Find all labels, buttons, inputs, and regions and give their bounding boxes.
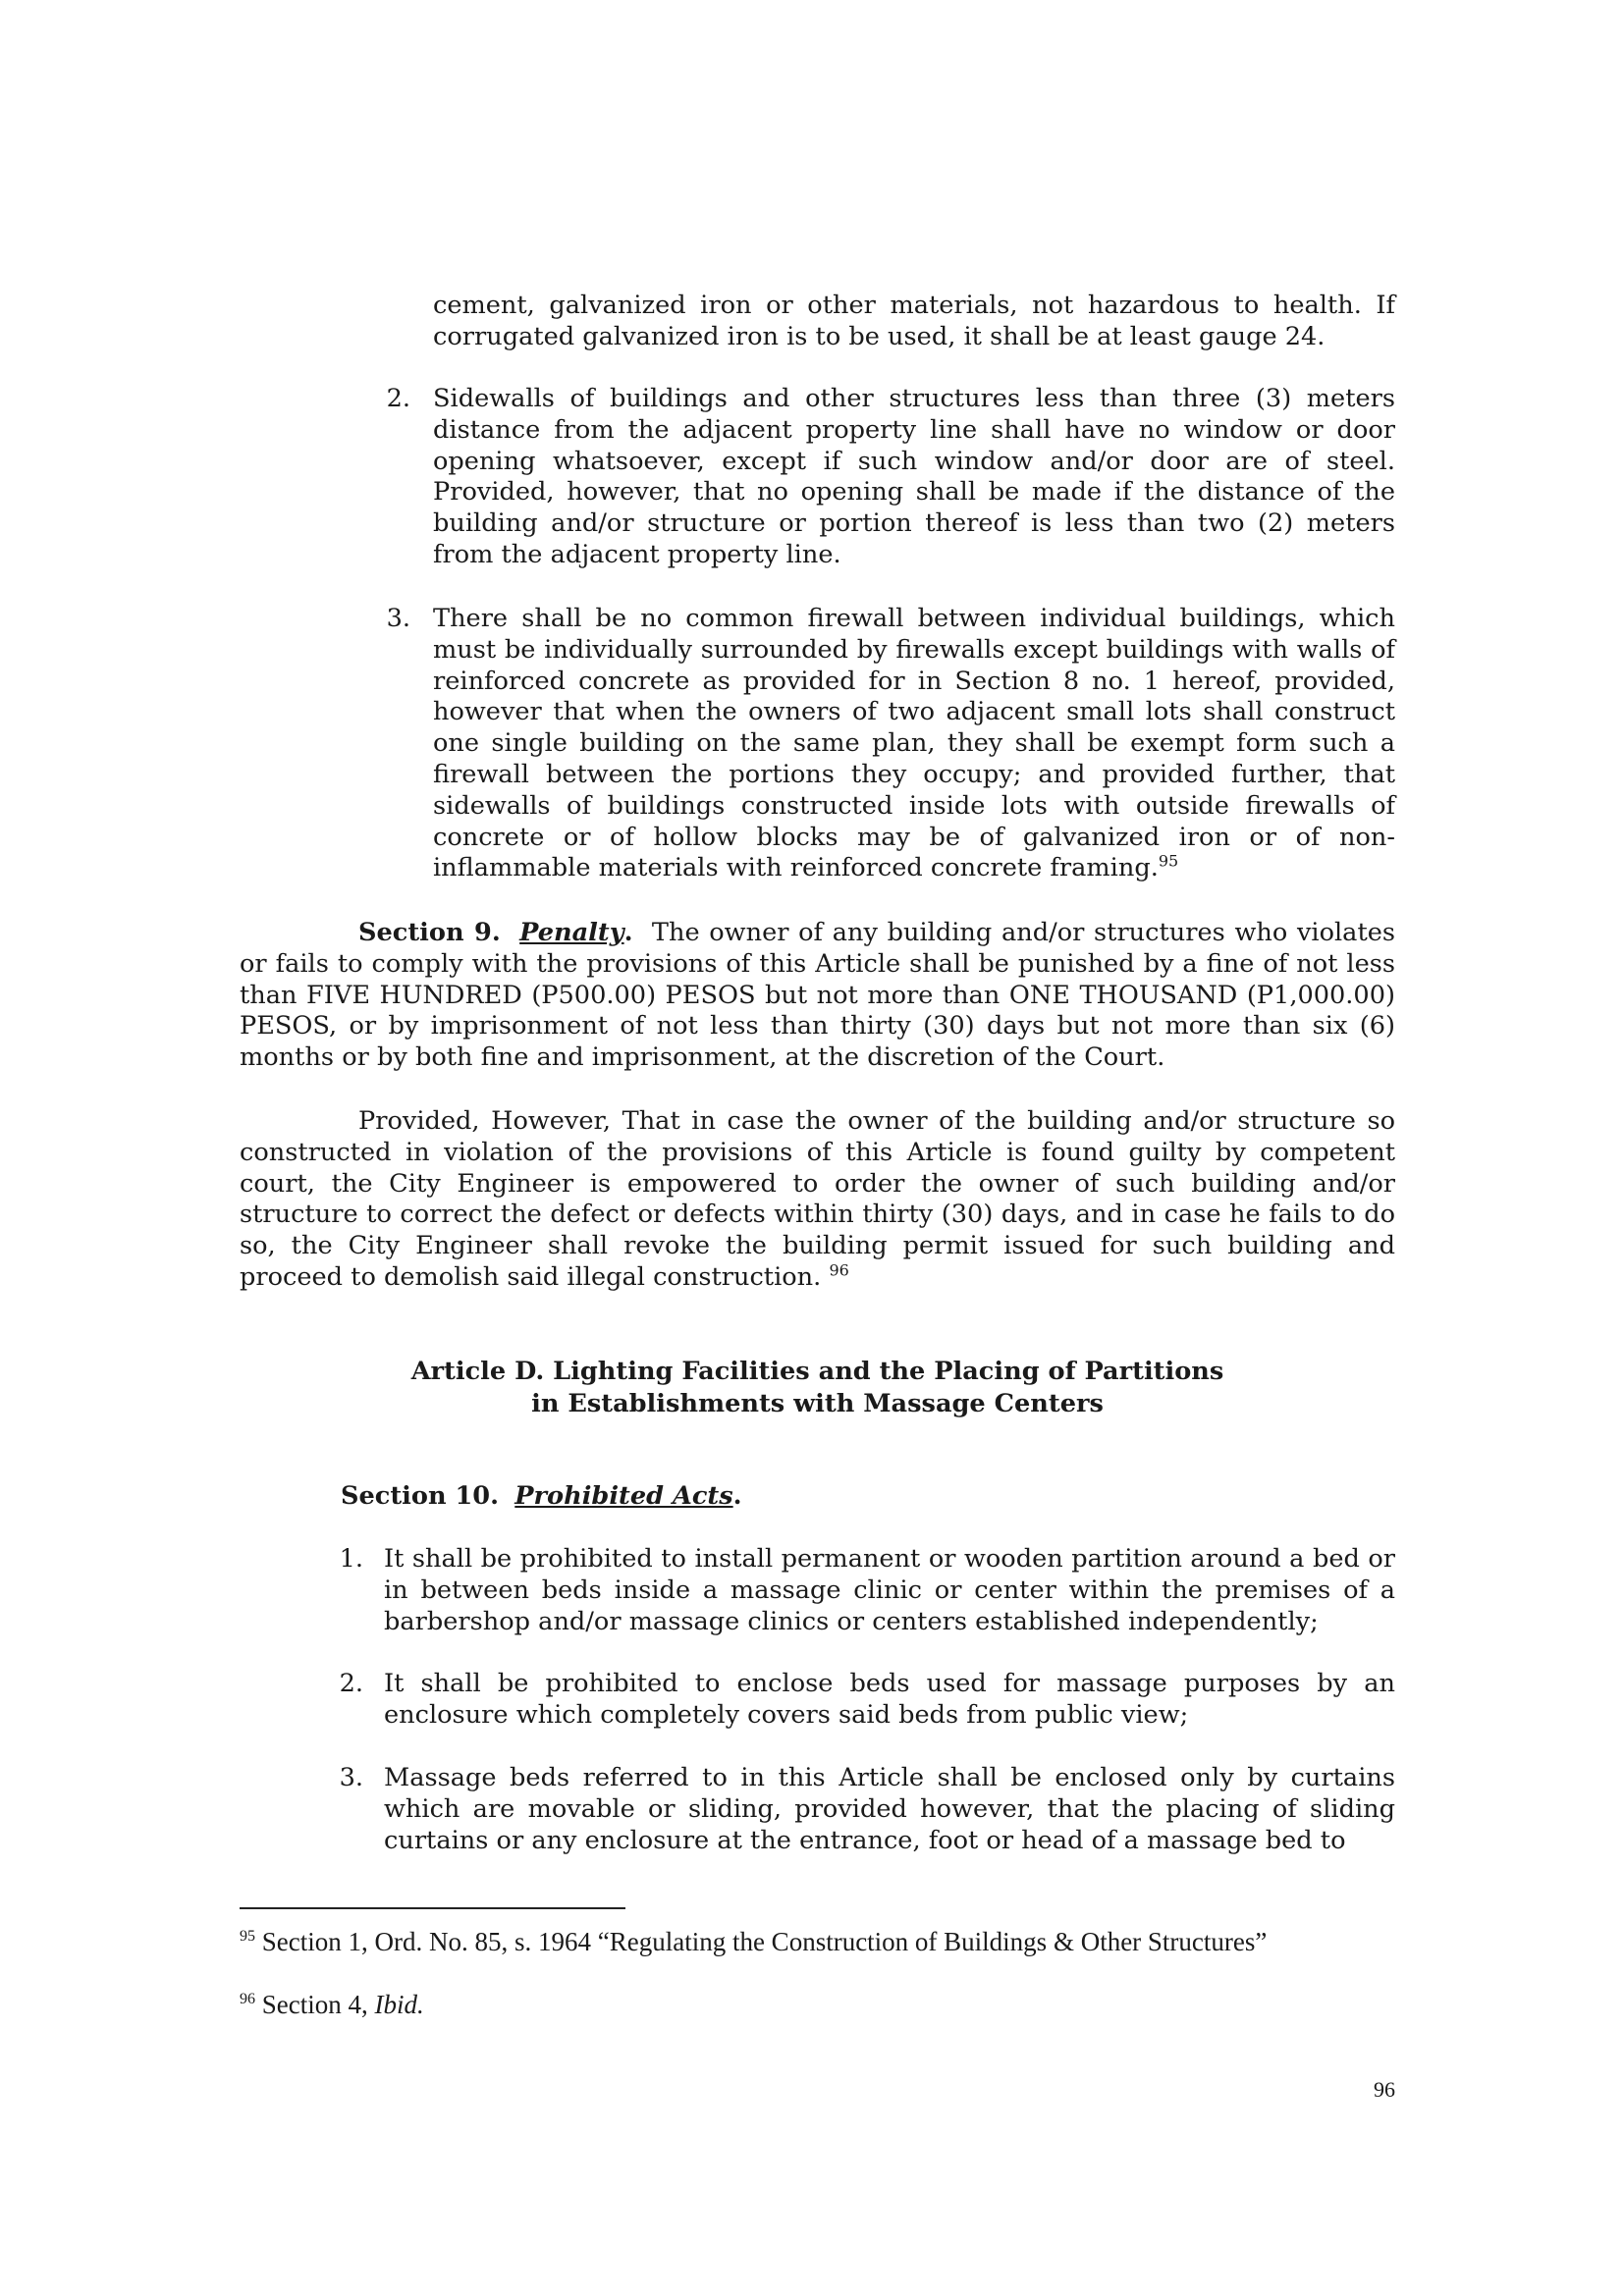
- footnote-number: 96: [240, 1991, 255, 2007]
- list-item: It shall be prohibited to install permanent or wooden partition around a bed or in between beds inside a massage clinic or center within the premises of a barbershop and/or massage clinics or centers established independently;: [384, 1544, 1395, 1636]
- section-10-heading: Section 10. Prohibited Acts.: [341, 1481, 742, 1511]
- list-item-number: 2.: [339, 1669, 363, 1698]
- section-body: The owner of any building and/or structures who violates or fails to comply with the provisions of this Article shall be punished by a fine of not less than FIVE HUNDRED (P500.00) PESOS but not more than ONE THOUSAND (P1,000.00) PESOS, or by imprisonment of not less than thirty (30) days but not more than six (6) months or by both fine and imprisonment, at the discretion of the Court.: [240, 918, 1396, 1073]
- list-item: [433, 604, 1395, 884]
- section-title: Prohibited Acts: [514, 1481, 733, 1511]
- page-number: 96: [1374, 2077, 1395, 2102]
- article-heading-line1: Article D. Lighting Facilities and the Placing of Partitions: [410, 1357, 1224, 1386]
- section-title: Penalty: [519, 918, 624, 947]
- list-item: Massage beds referred to in this Article shall be enclosed only by curtains which are movable or sliding, provided however, that the placing of sliding curtains or any enclosure at the entrance, foot or head of a massage bed to: [384, 1763, 1395, 1855]
- list-item: It shall be prohibited to enclose beds used for massage purposes by an enclosure which completely covers said beds from public view;: [384, 1669, 1395, 1730]
- footnote-text: Section 1, Ord. No. 85, s. 1964 “Regulating the Construction of Buildings & Other Structures”: [261, 1927, 1268, 1956]
- footnote-ref: 96: [829, 1260, 849, 1280]
- section-heading: Section 10.: [341, 1481, 500, 1511]
- list-item-number: 1.: [339, 1544, 363, 1574]
- footnote-italic: Ibid.: [374, 1990, 424, 2019]
- section-heading: Section 9.: [358, 918, 501, 947]
- footnote: [240, 1989, 1395, 2020]
- list-item-number: 2.: [386, 384, 410, 413]
- list-item-text: There shall be no common firewall between individual buildings, which must be individually surrounded by firewalls except buildings with walls of reinforced concrete as provided for in Section 8 no. 1 hereof, provided, however that when the owners of two adjacent small lots shall construct one single building on the same plan, they shall be exempt form such a firewall between the portions they occupy; and provided further, that sidewalls of buildings constructed inside lots with outside firewalls of concrete or of hollow blocks may be of galvanized iron or of non-inflammable materials with reinforced concrete framing.: [433, 604, 1395, 883]
- article-heading-line2: in Establishments with Massage Centers: [531, 1389, 1104, 1418]
- section-9: Section 9. Penalty. The owner of any building and/or structures who violates or fails to comply with the provisions of this Article shall be punished by a fine of not less than FIVE HUNDRED (P500.00) PESOS but not more than ONE THOUSAND (P1,000.00) PESOS, or by imprisonment of not less than thirty (30) days but not more than six (6) months or by both fine and imprisonment, at the discretion of the Court.: [240, 918, 1396, 1073]
- list-item-number: 3.: [386, 604, 410, 633]
- list-item-continuation: cement, galvanized iron or other materials, not hazardous to health. If corrugated galvanized iron is to be used, it shall be at least gauge 24.: [433, 291, 1395, 351]
- footnote: [240, 1926, 1395, 1957]
- footnote-divider: [240, 1907, 625, 1909]
- list-item: Sidewalls of buildings and other structures less than three (3) meters distance from the adjacent property line shall have no window or door opening whatsoever, except if such window and/or door are of steel. Provided, however, that no opening shall be made if the distance of the building and/or structure or portion thereof is less than two (2) meters from the adjacent property line.: [433, 384, 1395, 569]
- proviso-text: Provided, However, That in case the owner of the building and/or structure so constructed in violation of the provisions of this Article is found guilty by competent court, the City Engineer is empowered to order the owner of such building and/or structure to correct the defect or defects within thirty (30) days, and in case he fails to do so, the City Engineer shall revoke the building permit issued for such building and proceed to demolish said illegal construction.: [240, 1106, 1395, 1292]
- footnote-text: Section 4,: [261, 1990, 375, 2019]
- footnote-ref: 95: [1158, 851, 1179, 871]
- footnote-number: 95: [240, 1928, 255, 1945]
- list-item-number: 3.: [339, 1763, 363, 1792]
- section-9-proviso: [240, 1106, 1395, 1294]
